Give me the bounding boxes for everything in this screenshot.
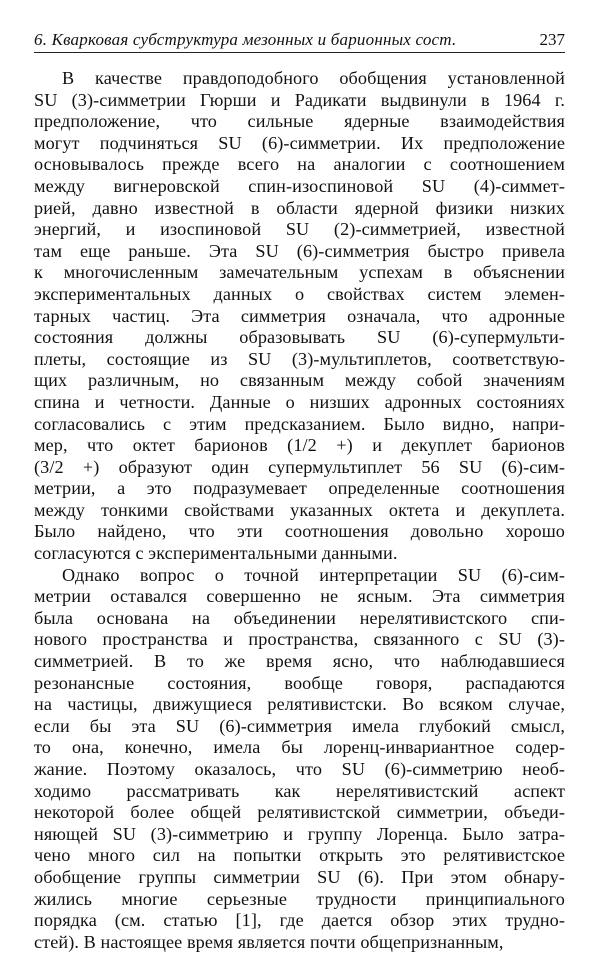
paragraph: [34, 68, 565, 565]
text-line: Однако вопрос о точной интерпретации SU (6)-сим-: [62, 564, 565, 585]
text-line: нового пространства и пространства, связанного с SU (3)-: [34, 629, 565, 650]
text-line: то она, конечно, имела бы лоренц-инвариантное содер-: [34, 737, 565, 758]
text-line: Было найдено, что эти соотношения довольно хорошо: [34, 521, 565, 542]
text-line: если бы эта SU (6)-симметрия имела глубокий смысл,: [34, 715, 565, 736]
text-line: там еще раньше. Эта SU (6)-симметрия быстро привела: [34, 240, 565, 261]
text-line: согласовались с этим предсказанием. Было видно, напри-: [34, 413, 565, 434]
paragraph: [34, 565, 565, 953]
text-line: чено много сил на попытки открыть это релятивистское: [34, 845, 565, 866]
text-line: метрии, а это подразумевает определенные соотношения: [34, 478, 565, 499]
text-line: экспериментальных данных о свойствах систем элемен-: [34, 283, 565, 304]
page-number: 237: [539, 30, 565, 49]
text-line: няющей SU (3)-симметрию и группу Лоренца. Было затра-: [34, 823, 565, 844]
body-text: [34, 68, 565, 953]
running-head: [34, 28, 565, 53]
text-line: щих различным, но связанным между собой значениям: [34, 370, 565, 391]
text-line: некоторой более общей релятивистской симметрии, объеди-: [34, 802, 565, 823]
text-line: предположение, что сильные ядерные взаимодействия: [34, 111, 565, 132]
text-line: симметрией. В то же время ясно, что наблюдавшиеся: [34, 651, 565, 672]
text-line: спина и четности. Данные о низших адронных состояниях: [34, 391, 565, 412]
text-line: SU (3)-симметрии Гюрши и Радикати выдвинули в 1964 г.: [34, 89, 565, 110]
text-line: основывалось прежде всего на аналогии с соотношением: [34, 154, 565, 175]
text-line: тарных частиц. Эта симметрия означала, что адронные: [34, 305, 565, 326]
text-line: мер, что октет барионов (1/2 +) и декуплет барионов: [34, 435, 565, 456]
text-line: плеты, состоящие из SU (3)-мультиплетов, соответствую-: [34, 348, 565, 369]
text-line: резонансные состояния, вообще говоря, распадаются: [34, 672, 565, 693]
text-line: рией, давно известной в области ядерной физики низких: [34, 197, 565, 218]
text-line: жание. Поэтому оказалось, что SU (6)-симметрию необ-: [34, 759, 565, 779]
text-line: на частицы, движущиеся релятивистски. Во всяком случае,: [34, 694, 565, 715]
text-line: между вигнеровской спин-изоспиновой SU (4)-симмет-: [34, 175, 565, 196]
text-line: к многочисленным замечательным успехам в объяснении: [34, 262, 565, 283]
text-line: энергий, и изоспиновой SU (2)-симметрией, известной: [34, 219, 565, 240]
text-line: была основана на объединении нерелятивистского спи-: [34, 607, 565, 628]
text-line: порядка (см. статью [1], где дается обзор этих трудно-: [34, 910, 565, 931]
text-line: метрии оставался совершенно не ясным. Эта симметрия: [34, 586, 565, 607]
text-line: жились многие серьезные трудности принципиального: [34, 888, 565, 909]
text-line: состояния должны образовывать SU (6)-супермульти-: [34, 327, 565, 348]
text-line: ходимо рассматривать как нерелятивистский аспект: [34, 780, 565, 801]
text-line: могут подчиняться SU (6)-симметрии. Их предположение: [34, 132, 565, 153]
running-title: 6. Кварковая субструктура мезонных и барионных сост.: [34, 30, 457, 49]
text-line: стей). В настоящее время является почти общепризнанным,: [34, 931, 504, 952]
text-line: согласуются с экспериментальными данными.: [34, 543, 398, 564]
text-line: обобщение группы симметрии SU (6). При этом обнару-: [34, 866, 565, 887]
text-line: В качестве правдоподобного обобщения установленной: [62, 68, 565, 88]
text-line: (3/2 +) образуют один супермультиплет 56 SU (6)-сим-: [34, 456, 565, 477]
text-line: между тонкими свойствами указанных октета и декуплета.: [34, 499, 565, 520]
